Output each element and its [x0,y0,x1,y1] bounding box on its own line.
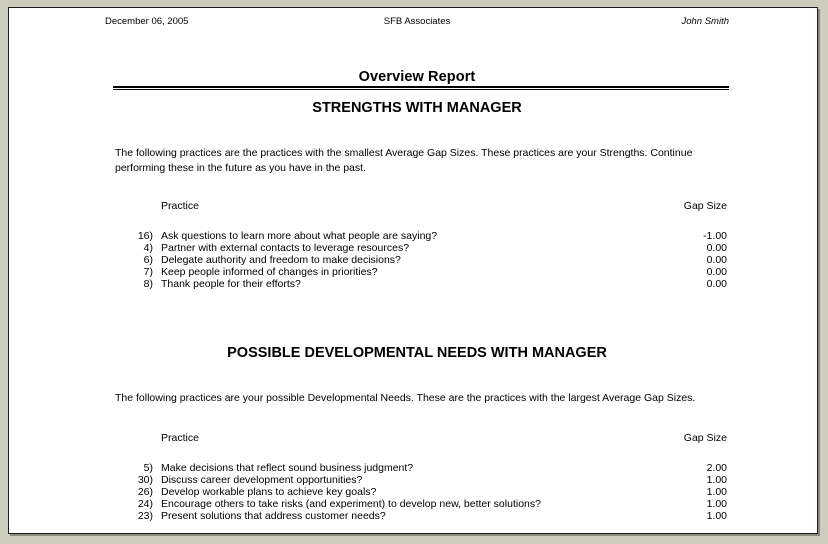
table-header-strengths [115,200,727,214]
report-title: Overview Report [358,69,476,85]
row-number: 23) [137,510,153,522]
row-number: 16) [137,230,153,242]
table-row [115,474,727,486]
row-practice: Discuss career development opportunities? [161,474,363,486]
table-row [115,242,727,254]
row-practice: Partner with external contacts to leverage resources? [161,242,410,254]
header-organization: SFB Associates [383,16,451,27]
table-body-developmental-needs [115,462,727,522]
section-intro-strengths: The following practices are the practices with the smallest Average Gap Sizes. These practices are your Strengths. Continue performing these in the future as you have in the past. [115,147,693,174]
table-row [115,230,727,242]
row-number: 26) [137,486,153,498]
table-row [115,254,727,266]
page-content [9,8,817,533]
row-practice: Make decisions that reflect sound business judgment? [161,462,414,474]
row-number: 6) [143,254,153,266]
row-practice: Thank people for their efforts? [161,278,301,290]
row-gap-size: -1.00 [703,230,727,242]
row-number: 4) [143,242,153,254]
column-header-practice: Practice [161,200,199,212]
row-gap-size: 1.00 [706,486,727,498]
row-practice: Delegate authority and freedom to make decisions? [161,254,401,266]
table-row [115,498,727,510]
row-practice: Keep people informed of changes in priorities? [161,266,378,278]
section-intro-developmental-needs: The following practices are your possible Developmental Needs. These are the practices with the largest Average Gap Sizes. [115,392,696,404]
table-header-developmental-needs [115,432,727,446]
header-date: December 06, 2005 [105,16,189,27]
table-row [115,462,727,474]
document-page [8,7,818,534]
row-gap-size: 0.00 [706,266,727,278]
row-gap-size: 1.00 [706,474,727,486]
row-practice: Present solutions that address customer needs? [161,510,386,522]
running-header [105,16,729,30]
table-row [115,486,727,498]
row-practice: Ask questions to learn more about what people are saying? [161,230,438,242]
column-header-gap-size: Gap Size [683,432,727,444]
table-row [115,510,727,522]
row-number: 8) [143,278,153,290]
section-heading-strengths: STRENGTHS WITH MANAGER [312,100,522,116]
row-gap-size: 1.00 [706,510,727,522]
row-number: 5) [143,462,153,474]
row-gap-size: 1.00 [706,498,727,510]
row-gap-size: 0.00 [706,278,727,290]
column-header-practice: Practice [161,432,199,444]
row-gap-size: 2.00 [706,462,727,474]
table-row [115,278,727,290]
row-practice: Encourage others to take risks (and experiment) to develop new, better solutions? [161,498,541,510]
row-number: 7) [143,266,153,278]
table-body-strengths [115,230,727,290]
row-gap-size: 0.00 [706,254,727,266]
header-user-name: John Smith [681,16,729,27]
row-practice: Develop workable plans to achieve key goals? [161,486,377,498]
row-number: 30) [137,474,153,486]
column-header-gap-size: Gap Size [683,200,727,212]
title-divider [113,86,729,90]
table-row [115,266,727,278]
section-heading-developmental-needs: POSSIBLE DEVELOPMENTAL NEEDS WITH MANAGER [227,345,607,361]
row-gap-size: 0.00 [706,242,727,254]
row-number: 24) [137,498,153,510]
